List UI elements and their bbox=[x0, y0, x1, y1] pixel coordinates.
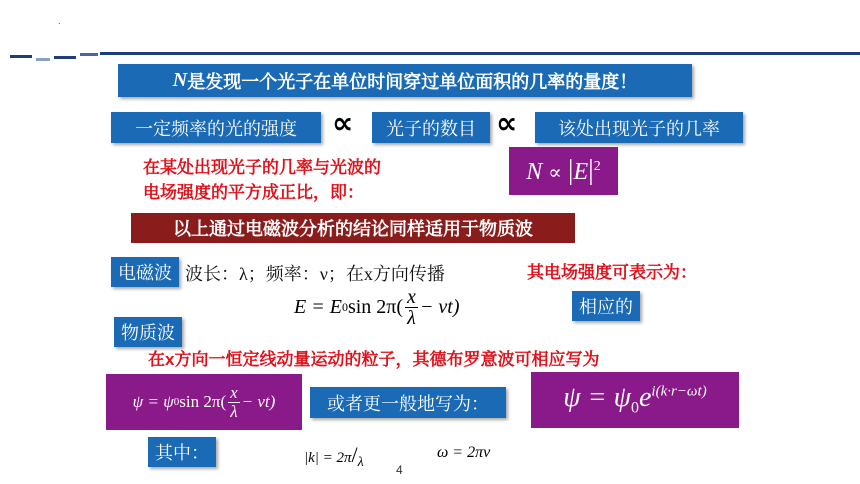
proportional-symbol-2: ∝ bbox=[496, 106, 518, 141]
em-wave-label: 电磁波 bbox=[111, 257, 179, 287]
k-formula bbox=[304, 442, 364, 471]
header-dash-1 bbox=[10, 55, 32, 58]
intensity-formula-box bbox=[509, 147, 618, 195]
omega-formula: ω = 2πν bbox=[437, 444, 491, 461]
photon-count-box: 光子的数目 bbox=[372, 112, 490, 143]
psi-formula-lhs: ψ = ψ bbox=[132, 392, 174, 411]
header-dash-2 bbox=[36, 58, 50, 61]
em-formula bbox=[294, 286, 460, 328]
de-broglie-text: 在x方向一恒定线动量运动的粒子，其德布罗意波可相应写为 bbox=[148, 350, 600, 369]
psi-formula-sub: 0 bbox=[173, 396, 180, 408]
psi-general-sub: 0 bbox=[630, 399, 639, 417]
psi-formula-mid: sin 2π( bbox=[179, 392, 227, 411]
header-dot: . bbox=[58, 16, 61, 27]
title-box bbox=[118, 64, 692, 97]
em-formula-den: λ bbox=[407, 306, 416, 329]
formula-abs-left: | bbox=[567, 155, 574, 186]
em-wave-description: 波长：λ；频率：ν；在x方向传播 bbox=[185, 264, 445, 284]
intensity-formula bbox=[526, 155, 600, 187]
formula-prop: ∝ bbox=[548, 162, 562, 184]
probability-box: 该处出现光子的几率 bbox=[535, 112, 743, 143]
general-label: 或者更一般地写为： bbox=[310, 387, 506, 418]
psi-formula bbox=[133, 384, 276, 421]
em-formula-mid: sin 2π( bbox=[347, 295, 404, 318]
em-formula-sub: 0 bbox=[341, 299, 348, 314]
intensity-box: 一定频率的光的强度 bbox=[111, 112, 321, 143]
conclusion-box: 以上通过电磁波分析的结论同样适用于物质波 bbox=[131, 213, 575, 243]
header-line bbox=[100, 52, 860, 55]
em-formula-fraction bbox=[405, 287, 418, 328]
explanation-line-2: 电场强度的平方成正比，即： bbox=[143, 183, 364, 202]
psi-general-e: e bbox=[638, 382, 652, 414]
em-formula-num: x bbox=[407, 285, 416, 308]
formula-n: N bbox=[526, 159, 543, 185]
psi-general-box bbox=[531, 372, 739, 428]
matter-wave-label: 物质波 bbox=[114, 317, 182, 347]
corresponding-label: 相应的 bbox=[572, 291, 640, 321]
page-number: 4 bbox=[396, 463, 403, 477]
where-label: 其中： bbox=[148, 437, 216, 467]
em-field-text: 其电场强度可表示为： bbox=[527, 263, 697, 282]
psi-general-formula bbox=[563, 382, 706, 418]
formula-abs-right: | bbox=[588, 155, 594, 186]
title-n: N bbox=[172, 69, 188, 91]
em-formula-lhs: E = E bbox=[294, 295, 342, 318]
psi-formula-tail: − νt) bbox=[241, 392, 276, 411]
psi-general-exp: i(k·r−ωt) bbox=[651, 383, 707, 400]
header-dash-3 bbox=[54, 56, 76, 59]
formula-e: E bbox=[573, 159, 589, 185]
proportional-symbol-1: ∝ bbox=[332, 106, 354, 141]
psi-formula-den: λ bbox=[230, 401, 238, 421]
formula-exp: 2 bbox=[593, 159, 601, 174]
explanation-line-1: 在某处出现光子的几率与光波的 bbox=[143, 158, 381, 177]
title-text: 是发现一个光子在单位时间穿过单位面积的几率的量度！ bbox=[187, 71, 638, 92]
k-formula-slash: / bbox=[351, 442, 358, 467]
k-formula-lhs: |k| = 2π bbox=[304, 450, 352, 466]
em-formula-tail: − νt) bbox=[419, 295, 460, 318]
k-formula-den: λ bbox=[357, 455, 364, 470]
psi-formula-fraction bbox=[228, 384, 240, 421]
header-dash-4 bbox=[80, 53, 98, 56]
psi-formula-box bbox=[106, 374, 302, 430]
psi-formula-num: x bbox=[230, 382, 238, 402]
psi-general-lhs: ψ = ψ bbox=[563, 382, 631, 414]
